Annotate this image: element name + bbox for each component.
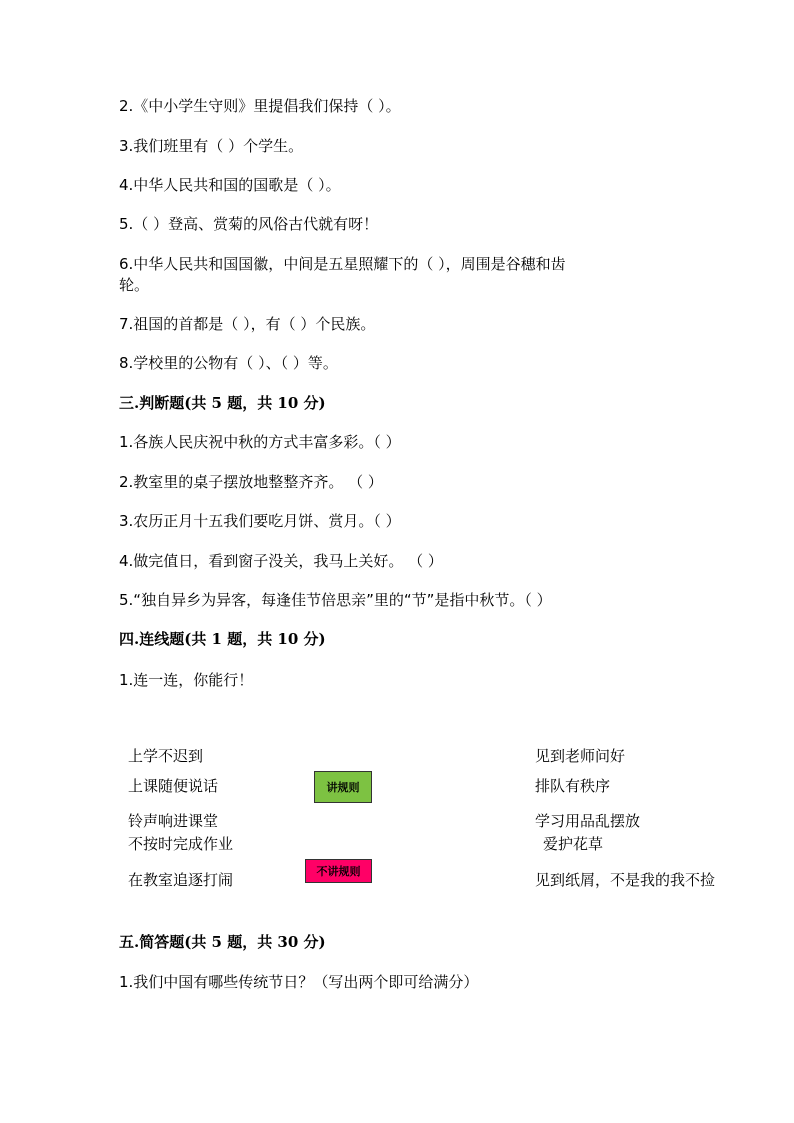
left-item-1: 上学不迟到: [128, 747, 204, 765]
section-5-heading: 五.简答题(共 5 题，共 30 分): [119, 933, 326, 951]
question-2: [119, 96, 401, 116]
follow-rules-label: 讲规则: [326, 781, 360, 794]
question-7-text: 7.祖国的首都是（ ），有（ ）个民族。: [119, 315, 376, 333]
question-6-continued-text: 轮。: [119, 276, 150, 294]
question-6-continued: [119, 275, 149, 295]
question-5: [119, 214, 378, 234]
section-4-heading: 四.连线题(共 1 题，共 10 分): [119, 630, 326, 648]
judge-item-1: 1.各族人民庆祝中秋的方式丰富多彩。（ ）: [119, 433, 401, 451]
right-item-1: 见到老师问好: [535, 747, 626, 765]
question-4: [119, 175, 341, 195]
judge-item-3: 3.农历正月十五我们要吃月饼、赏月。（ ）: [119, 512, 401, 530]
section-3-heading: 三.判断题(共 5 题，共 10 分): [119, 394, 326, 412]
right-item-5: 见到纸屑，不是我的我不捡: [535, 871, 716, 889]
follow-rules-box: [314, 771, 372, 803]
short-answer-question-1: 1.我们中国有哪些传统节日？（写出两个即可给满分）: [119, 973, 479, 991]
question-8-text: 8.学校里的公物有（ ）、（ ）等。: [119, 354, 338, 372]
question-6-text: 6.中华人民共和国国徽，中间是五星照耀下的（ ），周围是谷穗和齿: [119, 255, 566, 273]
question-5-text: 5.（ ）登高、赏菊的风俗古代就有呀！: [119, 215, 379, 233]
left-item-5: 在教室追逐打闹: [128, 871, 234, 889]
break-rules-box: [305, 859, 372, 883]
matching-question: 1.连一连，你能行！: [119, 671, 254, 689]
right-item-4: 爱护花草: [543, 835, 604, 853]
question-2-text: 2.《中小学生守则》里提倡我们保持（ ）。: [119, 97, 401, 115]
left-item-2: 上课随便说话: [128, 777, 219, 795]
question-4-text: 4.中华人民共和国的国歌是（ ）。: [119, 176, 341, 194]
judge-item-5: 5.“独自异乡为异客，每逢佳节倍思亲”里的“节”是指中秋节。（ ）: [119, 591, 552, 609]
left-item-4: 不按时完成作业: [128, 835, 234, 853]
break-rules-label: 不讲规则: [316, 865, 361, 878]
right-item-3: 学习用品乱摆放: [535, 812, 641, 830]
right-item-2: 排队有秩序: [535, 777, 611, 795]
question-3-text: 3.我们班里有（ ）个学生。: [119, 137, 304, 155]
left-item-3: 铃声响进课堂: [128, 812, 219, 830]
question-7: [119, 314, 375, 334]
question-3: [119, 136, 303, 156]
question-8: [119, 353, 338, 373]
judge-item-2: 2.教室里的桌子摆放地整整齐齐。 （ ）: [119, 473, 383, 491]
judge-item-4: 4.做完值日，看到窗子没关，我马上关好。 （ ）: [119, 552, 443, 570]
question-6: [119, 254, 566, 274]
